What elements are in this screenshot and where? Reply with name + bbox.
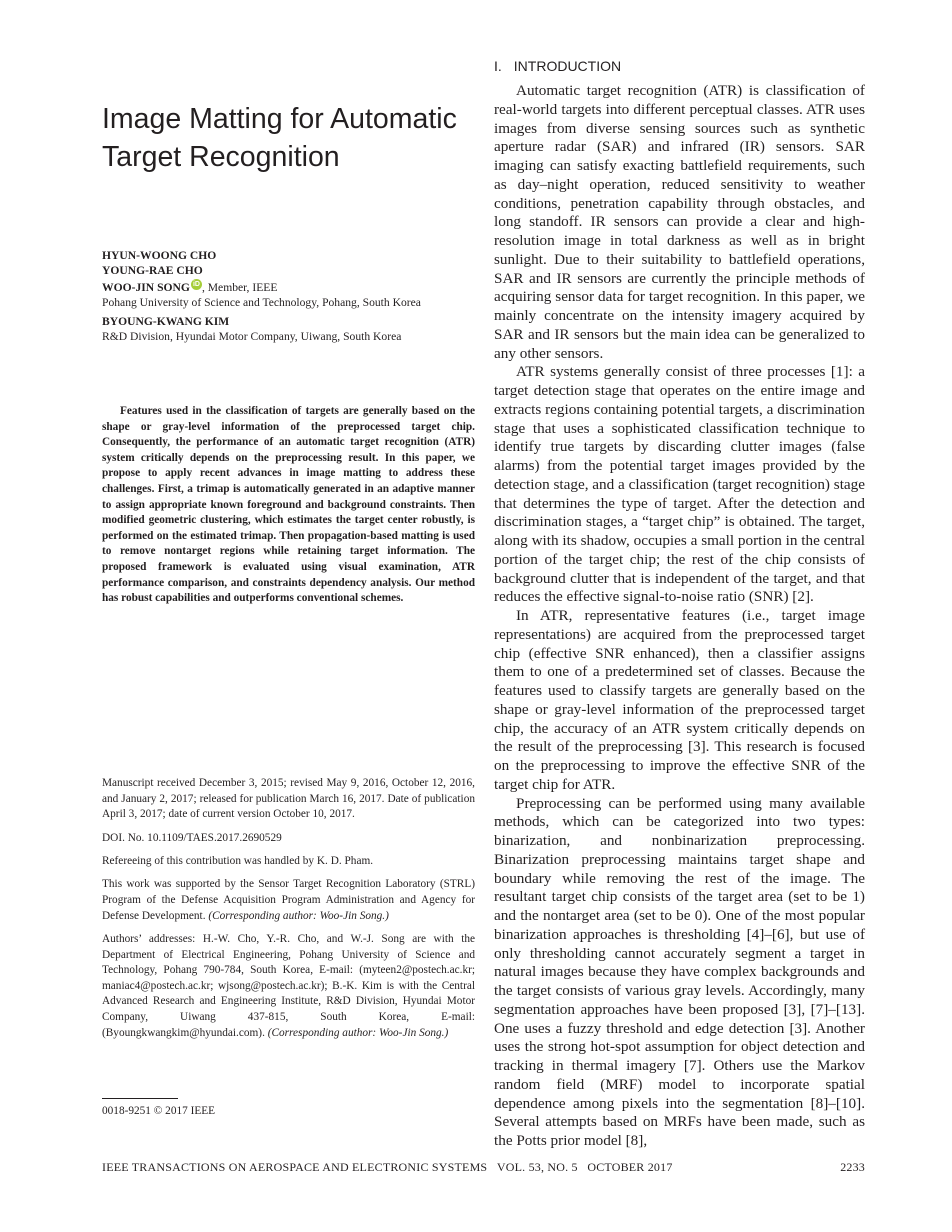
affiliation: R&D Division, Hyundai Motor Company, Uiwang, South Korea xyxy=(102,330,402,344)
body-paragraph: In ATR, representative features (i.e., target image representations) are acquired from the preprocessed target chip (effective SNR enhanced), then a classifier assigns them to one of a predetermined set of classes. Because the features used to classify targets are generally based on the shape or gray-level information of the preprocessed target chip, the accuracy of an ATR system critically depends on the result of the preprocessing [3]. This research is focused on the preprocessing to improve the effective SNR of the target chip for ATR. xyxy=(494,607,865,793)
page-footer xyxy=(102,1159,865,1175)
issue-date: OCTOBER 2017 xyxy=(587,1160,673,1174)
corresponding-author: (Corresponding author: Woo-Jin Song.) xyxy=(267,1026,449,1039)
body-paragraph: ATR systems generally consist of three processes [1]: a target detection stage that operates on the entire image and extracts regions containing potential targets, a discrimination stage that uses a sophisticated classification technique to identify true targets by discarding clutter images (false alarms) from the potential target images provided by the detection stage, and a classification (target recognition) stage that determines the type of target. After the detection and discrimination stages, a “target chip” is obtained. The target, along with its shadow, occupies a small portion in the central portion of the target chip; the rest of the chip consists of background clutter that is independent of the target, and that reduces the effective signal-to-noise ratio (SNR) [2]. xyxy=(494,363,865,606)
section-number: I. xyxy=(494,58,502,74)
author-name: HYUN-WOONG CHO xyxy=(102,249,217,262)
volume-info: VOL. 53, NO. 5 xyxy=(496,1160,578,1174)
footnotes xyxy=(102,776,475,1049)
addresses-note xyxy=(102,932,475,1041)
section-title: INTRODUCTION xyxy=(513,58,622,74)
copyright-note: 0018-9251 © 2017 IEEE xyxy=(102,1105,216,1117)
body-paragraph: Preprocessing can be performed using many available methods, which can be categorized into two types: binarization, and nonbinarization preprocessing. Binarization preprocessing maintains target shape and boundary while removing the rest of the image. The resultant target chip consists of the target area (set to be 1) and the nontarget area (set to be 0). One of the most popular binarization approaches is thresholding [4]–[6], but use of only thresholding cannot accurately segment a target in natural images because they have complex backgrounds and the target consists of various gray levels. Accordingly, many segmentation approaches have been proposed [3], [7]–[13]. One uses a fuzzy threshold and edge detection [3]. Another uses the strong hot-spot assumption for object detection and tracking in thermal imagery [7]. Others use the Markov random field (MRF) model to incorporate spatial dependence among pixels into the segmentation [8]–[10]. Several attempts based on MRFs have been made, such as the Potts prior model [8], xyxy=(494,794,865,1149)
support-note xyxy=(102,877,475,924)
member-status: , Member, IEEE xyxy=(201,280,278,294)
doi-note: DOI. No. 10.1109/TAES.2017.2690529 xyxy=(102,831,282,844)
orcid-icon[interactable]: iD xyxy=(192,280,200,288)
support-text: This work was supported by the Sensor Target Recognition Laboratory (STRL) Program of the Defense Acquisition Program Administration and Agency for Defense Development. xyxy=(102,878,475,922)
paper-title: Image Matting for Automatic Target Recognition xyxy=(102,103,457,173)
body-paragraph: Automatic target recognition (ATR) is classification of real-world targets into different perceptual classes. ATR uses images from diverse sensing sources such as synthetic aperture radar (SAR) and infrared (IR) sensors. SAR imaging can satisfy exacting battlefield requirements, such as day–night operation, reduced sensitivity to weather conditions, penetration capability through obstacles, and long standoff. IR sensors can provide a clear and high-resolution image in total darkness as well as in bright sunlight. Due to their suitability to battlefield operations, SAR and IR sensors are currently the principle methods of acquiring sensor data for target recognition. In this paper, we mainly concentrate on the intensity imagery acquired by SAR and IR sensors but the main idea can be generalized to any other sensors. xyxy=(494,82,865,362)
abstract: Features used in the classification of targets are generally based on the shape or gray-level information of the preprocessed target chip. Consequently, the performance of an automatic target recognition (ATR) system critically depends on the preprocessing result. In this paper, we propose to apply recent advances in image matting to address these challenges. First, a trimap is automatically generated in an adaptive manner to assign appropriate known foreground and background constraints. Then modified geometric clustering, which estimates the target center robustly, is performed on the estimated trimap. Then propagation-based matting is used to remove nontarget regions while retaining target information. The proposed framework is evaluated using visual examination, ATR performance comparison, and constraints dependency analysis. Our method has robust capabilities and outperforms conventional schemes. xyxy=(102,405,475,605)
section-heading xyxy=(494,57,621,75)
affiliation: Pohang University of Science and Technology, Pohang, South Korea xyxy=(102,296,421,310)
author-name: BYOUNG-KWANG KIM xyxy=(102,314,230,328)
refereeing-note: Refereeing of this contribution was handled by K. D. Pham. xyxy=(102,854,374,867)
author-name: WOO-JIN SONG xyxy=(102,280,190,294)
corresponding-author: (Corresponding author: Woo-Jin Song.) xyxy=(208,909,389,922)
author-line xyxy=(102,279,482,295)
addresses-text: Authors’ addresses: H.-W. Cho, Y.-R. Cho, and W.-J. Song are with the Department of Electrical Engineering, Pohang University of Science and Technology, Pohang 790-784, South Korea, E-mail: (myteen2@postech.ac.kr; maniac4@postech.ac.kr; wjsong@postech.ac.kr); B.-K. Kim is with the Central Advanced Research and Engineering Institute, R&D Division, Hyundai Motor Company, Uiwang 437-815, South Korea, E-mail: (Byoungkwangkim@hyundai.com). xyxy=(102,932,475,1039)
author-block xyxy=(102,248,482,344)
manuscript-note: Manuscript received December 3, 2015; revised May 9, 2016, October 12, 2016, and January 2, 2017; released for publication March 16, 2017. Date of publication April 3, 2017; date of current version October 10, 2017. xyxy=(102,777,475,821)
page-number: 2233 xyxy=(840,1160,865,1174)
footnote-divider xyxy=(102,1098,178,1099)
author-name: YOUNG-RAE CHO xyxy=(102,264,203,278)
journal-name: IEEE TRANSACTIONS ON AEROSPACE AND ELECTRONIC SYSTEMS xyxy=(102,1160,488,1174)
body-text xyxy=(494,82,865,1151)
